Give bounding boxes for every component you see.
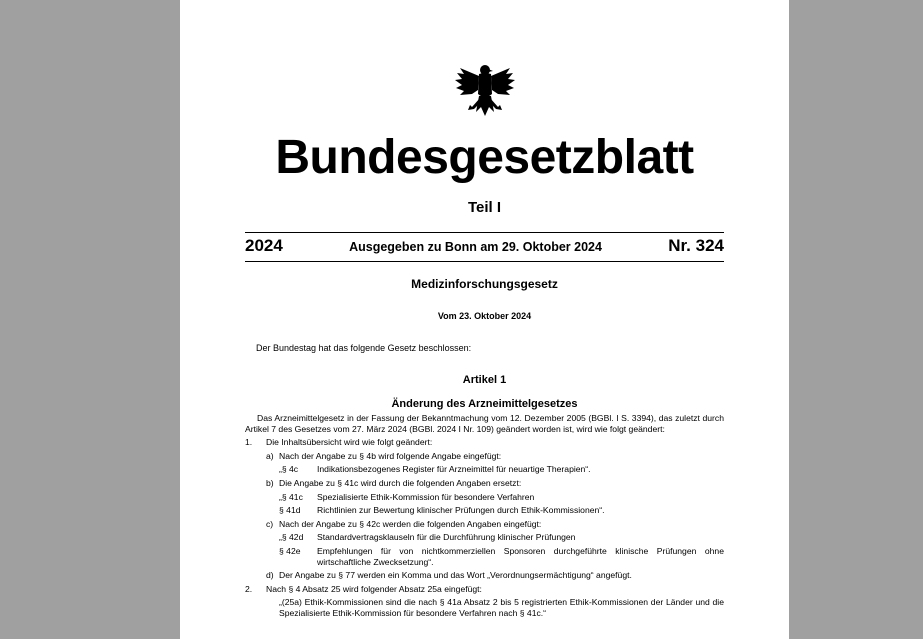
issue-year: 2024 xyxy=(245,236,283,255)
toc-entry xyxy=(245,532,724,543)
preamble: Der Bundestag hat das folgende Gesetz beschlossen: xyxy=(256,343,472,353)
issue-row xyxy=(245,236,724,256)
entry-section: „§ 41c xyxy=(279,491,303,502)
sub-text: Der Angabe zu § 77 werden ein Komma und das Wort „Verordnungsermächtigung“ angefügt. xyxy=(279,570,632,581)
toc-entry xyxy=(245,505,724,516)
entry-text: Standardvertragsklauseln für die Durchführung klinischer Prüfungen xyxy=(317,532,576,543)
top-rule xyxy=(245,232,724,233)
document-page xyxy=(180,0,789,639)
sub-letter: d) xyxy=(266,570,274,581)
entry-text: Spezialisierte Ethik-Kommission für besondere Verfahren xyxy=(317,491,535,502)
sub-item xyxy=(245,478,724,489)
gazette-part: Teil I xyxy=(467,199,502,216)
entry-section: § 42e xyxy=(279,545,301,556)
sub-item xyxy=(245,519,724,530)
item-number: 1. xyxy=(245,437,253,448)
item-number: 2. xyxy=(245,583,253,594)
sub-letter: a) xyxy=(266,450,274,461)
item-text: Nach § 4 Absatz 25 wird folgender Absatz 25a eingefügt: xyxy=(266,583,482,594)
sub-text: Nach der Angabe zu § 42c werden die folgenden Angaben eingefügt: xyxy=(279,518,542,529)
sub-text: Nach der Angabe zu § 4b wird folgende Angabe eingefügt: xyxy=(279,450,502,461)
law-date: Vom 23. Oktober 2024 xyxy=(437,311,532,321)
entry-section: „§ 42d xyxy=(279,532,304,543)
entry-section: § 41d xyxy=(279,505,301,516)
sub-letter: b) xyxy=(266,477,274,488)
inserted-paragraph: „(25a) Ethik-Kommissionen sind die nach § 41a Absatz 2 bis 5 registrierten Ethik-Kommissionen der Länder und die Spezialisierte Ethik-Kommission für besondere Verfahren nach § 41c.“ xyxy=(279,597,724,618)
article-body xyxy=(245,413,724,619)
law-title: Medizinforschungsgesetz xyxy=(411,277,558,291)
entry-text: Richtlinien zur Bewertung klinischer Prüfungen durch Ethik-Kommissionen“. xyxy=(317,505,605,516)
entry-section: „§ 4c xyxy=(279,464,299,475)
article-intro: Das Arzneimittelgesetz in der Fassung der Bekanntmachung vom 12. Dezember 2005 (BGBl. I S. 3394), das zuletzt durch Artikel 7 des Gesetzes vom 27. März 2024 (BGBl. 2024 I Nr. 109) geändert worden ist, wird wie folgt geändert: xyxy=(245,413,724,434)
entry-text: Indikationsbezogenes Register für Arzneimittel für neuartige Therapien“. xyxy=(317,464,591,475)
toc-entry xyxy=(245,546,724,567)
toc-entry xyxy=(245,492,724,503)
article-number: Artikel 1 xyxy=(462,374,507,386)
gazette-title: Bundesgesetzblatt xyxy=(275,131,694,184)
issue-number: Nr. 324 xyxy=(668,236,724,255)
entry-text: Empfehlungen für von nichtkommerziellen Sponsoren durchgeführte klinische Prüfungen ohne wirtschaftliche Zwecksetzung“. xyxy=(317,545,724,567)
sub-item xyxy=(245,451,724,462)
issue-date: Ausgegeben zu Bonn am 29. Oktober 2024 xyxy=(349,240,602,254)
toc-entry xyxy=(245,464,724,475)
sub-item xyxy=(245,570,724,581)
sub-letter: c) xyxy=(266,518,274,529)
federal-eagle-emblem xyxy=(452,60,518,126)
sub-text: Die Angabe zu § 41c wird durch die folgenden Angaben ersetzt: xyxy=(279,477,522,488)
list-item xyxy=(245,437,724,448)
bottom-rule xyxy=(245,261,724,262)
article-title: Änderung des Arzneimittelgesetzes xyxy=(391,398,578,410)
list-item xyxy=(245,584,724,595)
item-text: Die Inhaltsübersicht wird wie folgt geändert: xyxy=(266,437,433,448)
